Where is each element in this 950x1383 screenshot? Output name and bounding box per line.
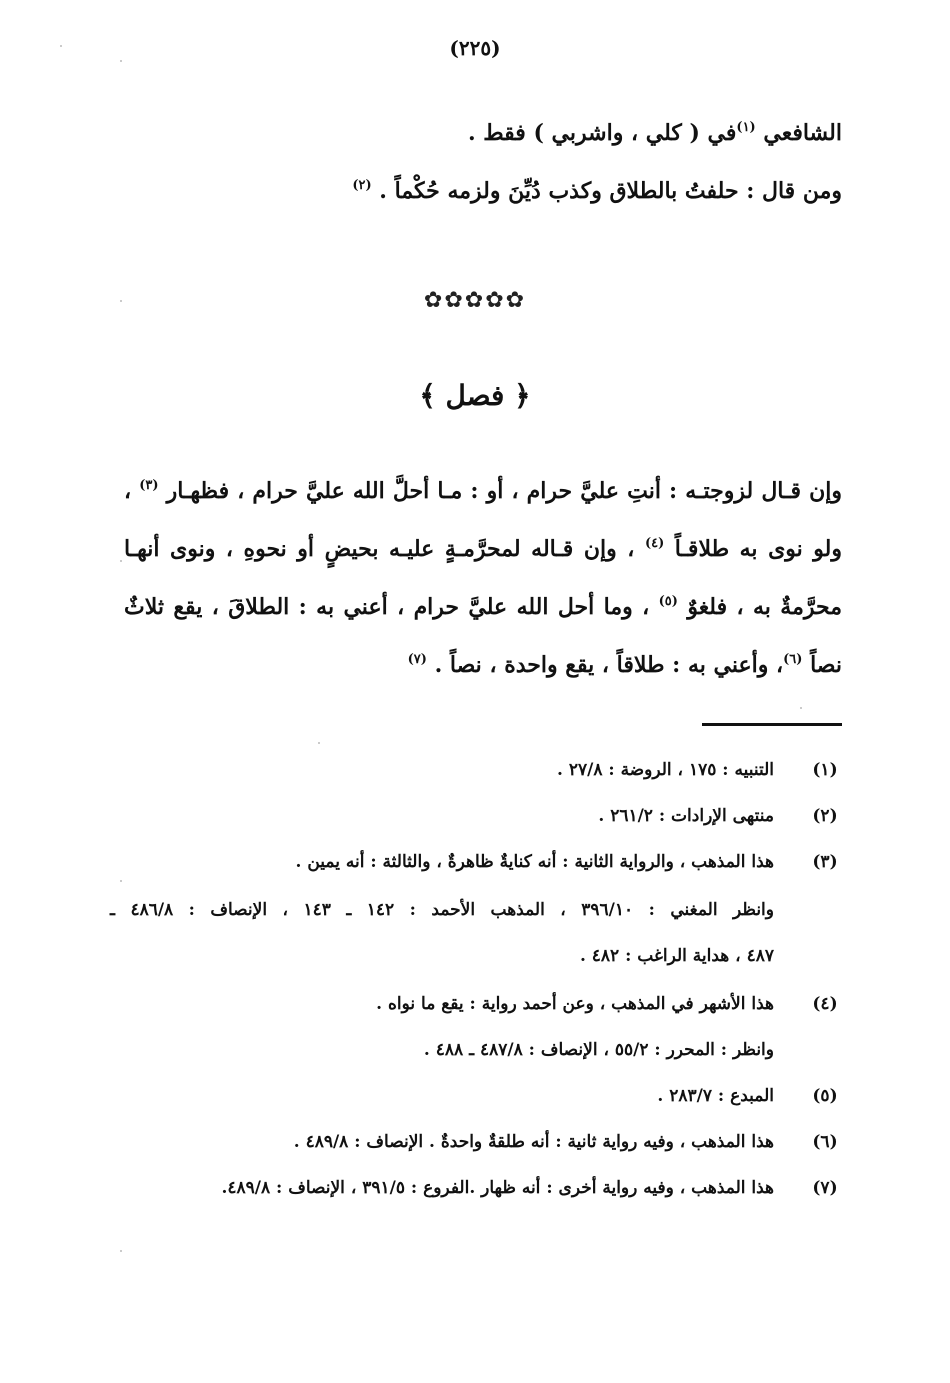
footnote-text: المبدع : ٢٨٣/٧ .	[657, 1086, 774, 1106]
scan-speck	[120, 560, 122, 562]
scan-speck	[120, 880, 122, 882]
scan-speck	[120, 60, 122, 62]
footnote-number: (٧)	[812, 1178, 838, 1198]
footnote-number: (٣)	[812, 852, 838, 872]
footnote-text: هذا المذهب ، وفيه رواية أخرى : أنه ظهار .الفروع : ٣٩١/٥ ، الإنصاف : ٤٨٩/٨.	[221, 1178, 774, 1198]
text-run: الشافعي	[763, 120, 842, 146]
section-heading: ﴿ فصل ﴾	[419, 379, 531, 412]
body-line-2	[124, 536, 842, 562]
footnote-number: (٢)	[812, 806, 838, 826]
footnote-ref: (٥)	[658, 594, 678, 609]
text-run: ،	[124, 478, 132, 504]
footnote-text: هذا المذهب ، والرواية الثانية : أنه كنايةٌ ظاهرةٌ ، والثالثة : أنه يمين .	[295, 852, 774, 872]
scan-speck	[800, 707, 802, 709]
scan-speck	[120, 1250, 122, 1252]
text-run: ومن قال : حلفتُ بالطلاق وكذب دُيِّنَ ولزمه حُكْماً .	[379, 178, 842, 204]
footnote-text: ٤٨٧ ، هداية الراغب : ٤٨٢ .	[579, 946, 774, 966]
top-line-2	[352, 178, 842, 204]
text-run: ، وما أحل الله عليَّ حرام ، أعني به : الطلاقَ ، يقع ثلاثٌ	[124, 594, 650, 620]
footnote-ref: (١)	[736, 120, 756, 135]
footnote-ref: (٤)	[644, 536, 665, 551]
scan-speck	[120, 300, 122, 302]
footnote-ref: (٣)	[139, 478, 159, 493]
text-run: محرَّمةٌ به ، فلغوٌ	[687, 594, 843, 620]
footnote-number: (٤)	[812, 994, 838, 1014]
body-line-3	[124, 594, 842, 620]
text-run: ، وإن قـاله لمحرَّمـةٍ عليـه بحيضٍ أو نحوهِ ، ونوى أنهـا	[124, 536, 635, 562]
footnote-ref: (٦)	[783, 652, 803, 667]
footnote-text: وانظر : المحرر : ٥٥/٢ ، الإنصاف : ٤٨٧/٨ ـ ٤٨٨ .	[423, 1040, 774, 1060]
text-run: في ( كلي ، واشربي ) فقط .	[467, 120, 737, 146]
footnote-number: (٦)	[812, 1132, 838, 1152]
footnote-text: هذا المذهب ، وفيه رواية ثانية : أنه طلقةٌ واحدةٌ . الإنصاف : ٤٨٩/٨ .	[293, 1132, 774, 1152]
footnote-separator	[702, 723, 842, 726]
top-line-1	[468, 120, 842, 146]
body-line-4	[408, 652, 842, 678]
footnote-text: التنبيه : ١٧٥ ، الروضة : ٢٧/٨ .	[557, 760, 774, 780]
footnote-number: (١)	[812, 760, 838, 780]
text-run: نصاً	[810, 652, 842, 678]
text-run: ولو نوى به طلاقـاً	[674, 536, 842, 562]
footnote-text: وانظر المغني : ٣٩٦/١٠ ، المذهب الأحمد : ١٤٢ ـ ١٤٣ ، الإنصاف : ٤٨٦/٨ ـ	[110, 900, 774, 920]
scan-speck	[60, 45, 62, 47]
footnote-text: هذا الأشهر في المذهب ، وعن أحمد رواية : يقع ما نواه .	[376, 994, 774, 1014]
body-line-1	[124, 478, 842, 504]
text-run: وإن قـال لزوجتـه : أنتِ عليَّ حرام ، أو : مـا أحلَّ الله عليَّ حرام ، فظهـار	[166, 478, 842, 504]
text-run: ، وأعني به : طلاقاً ، يقع واحدة ، نصاً .	[434, 652, 784, 678]
ornament-divider: ✿✿✿✿✿	[423, 288, 527, 313]
footnote-ref: (٧)	[407, 652, 427, 667]
page-number: (٢٢٥)	[449, 36, 501, 60]
scan-speck	[318, 742, 320, 744]
footnote-text: منتهى الإرادات : ٢٦١/٢ .	[598, 806, 774, 826]
footnote-ref: (٢)	[352, 178, 372, 193]
footnote-number: (٥)	[812, 1086, 838, 1106]
